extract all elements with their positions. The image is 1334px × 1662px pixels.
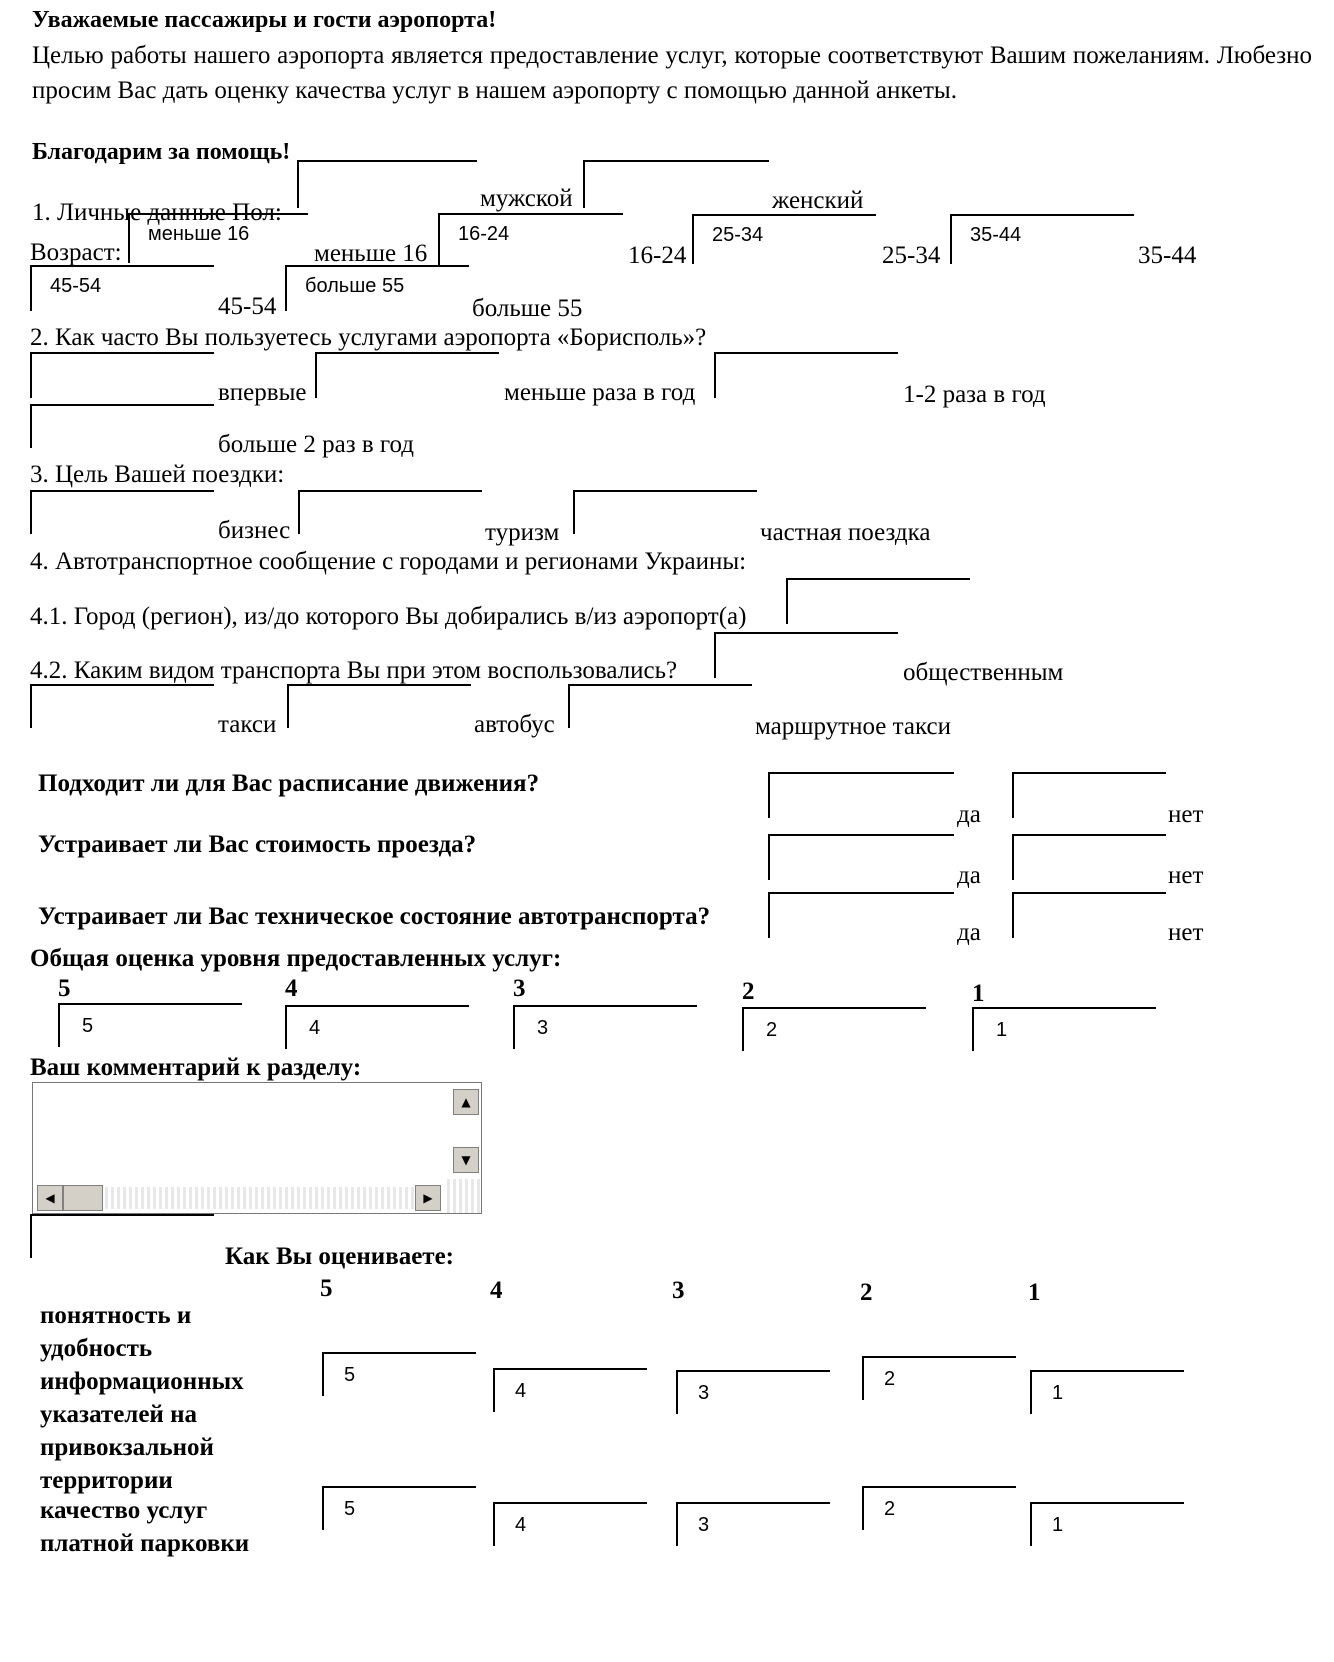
signage-score-1-option[interactable]	[1030, 1370, 1184, 1414]
comment-textarea-frame	[32, 1082, 482, 1214]
q4-label: 4. Автотранспортное сообщение с городами и регионами Украины:	[30, 548, 747, 575]
gender-male-label: мужской	[480, 185, 573, 212]
age-option-text: 16-24	[458, 223, 510, 245]
signage-score-text: 2	[884, 1368, 896, 1390]
scroll-up-arrow-icon[interactable]: ▲	[453, 1089, 479, 1115]
age-option-under16[interactable]	[128, 213, 308, 263]
schedule-no-label: нет	[1168, 801, 1204, 828]
extra-checkbox[interactable]	[30, 1214, 214, 1258]
comment-label: Ваш комментарий к разделу:	[30, 1054, 362, 1081]
age-label-over55: больше 55	[472, 295, 583, 322]
overall-score-text: 3	[537, 1017, 549, 1039]
gender-male-option[interactable]	[297, 160, 477, 208]
parking-score-4-option[interactable]	[493, 1502, 647, 1546]
parking-score-text: 1	[1052, 1514, 1064, 1536]
purpose-tourism-option[interactable]	[298, 490, 482, 534]
age-label-45-54: 45-54	[218, 293, 277, 320]
age-option-45-54[interactable]	[30, 265, 214, 311]
condition-no-label: нет	[1168, 919, 1204, 946]
parking-score-2-option[interactable]	[862, 1486, 1016, 1530]
schedule-no-option[interactable]	[1012, 772, 1166, 818]
purpose-business-option[interactable]	[30, 490, 214, 534]
parking-score-1-option[interactable]	[1030, 1502, 1184, 1546]
age-option-text: меньше 16	[148, 223, 250, 245]
age-option-16-24[interactable]	[438, 213, 623, 265]
frequency-first-time-option[interactable]	[30, 352, 214, 398]
transport-bus-option[interactable]	[287, 684, 471, 728]
overall-score-text: 5	[82, 1015, 94, 1037]
purpose-private-label: частная поездка	[760, 519, 931, 546]
age-option-over55[interactable]	[285, 265, 469, 311]
condition-yes-option[interactable]	[768, 892, 954, 938]
transport-minibus-label: маршрутное такси	[755, 713, 951, 740]
q2-label: 2. Как часто Вы пользуетесь услугами аэропорта «Борисполь»?	[30, 324, 707, 351]
condition-question: Устраивает ли Вас техническое состояние автотранспорта?	[38, 903, 711, 930]
parking-score-5-option[interactable]	[322, 1486, 476, 1530]
condition-yes-label: да	[957, 919, 981, 946]
overall-score-text: 2	[766, 1019, 778, 1041]
city-input[interactable]	[786, 578, 970, 624]
age-label-16-24: 16-24	[628, 242, 687, 269]
age-option-text: 25-34	[712, 224, 764, 246]
rating-title: Как Вы оцениваете:	[225, 1243, 455, 1270]
signage-score-5-option[interactable]	[322, 1352, 476, 1396]
greeting-heading: Уважаемые пассажиры и гости аэропорта!	[32, 7, 497, 33]
price-no-option[interactable]	[1012, 834, 1166, 880]
q3-label: 3. Цель Вашей поездки:	[30, 461, 285, 488]
price-no-label: нет	[1168, 862, 1204, 889]
parking-score-text: 5	[344, 1498, 356, 1520]
parking-score-text: 3	[698, 1514, 710, 1536]
gender-female-option[interactable]	[583, 160, 769, 208]
overall-score-heading-5: 5	[58, 975, 71, 1002]
price-yes-option[interactable]	[768, 834, 954, 880]
rating-heading-4: 4	[490, 1277, 503, 1304]
overall-label: Общая оценка уровня предоставленных услуг:	[30, 945, 562, 972]
horizontal-scroll-track[interactable]	[105, 1187, 415, 1209]
signage-score-2-option[interactable]	[862, 1356, 1016, 1400]
parking-score-3-option[interactable]	[676, 1502, 830, 1546]
rating-item-parking-label: качество услуг платной парковки	[40, 1497, 250, 1557]
frequency-1-2-option[interactable]	[714, 352, 898, 398]
age-option-35-44[interactable]	[950, 214, 1134, 264]
signage-score-text: 3	[698, 1382, 710, 1404]
transport-minibus-option[interactable]	[568, 684, 752, 728]
frequency-first-time-label: впервые	[218, 379, 307, 406]
age-option-text: 35-44	[970, 224, 1022, 246]
overall-score-2-option[interactable]	[742, 1007, 926, 1051]
rating-heading-1: 1	[1028, 1279, 1041, 1306]
signage-score-text: 4	[515, 1380, 527, 1402]
rating-heading-3: 3	[672, 1277, 685, 1304]
parking-score-text: 2	[884, 1498, 896, 1520]
schedule-yes-option[interactable]	[768, 772, 954, 818]
transport-public-label: общественным	[903, 659, 1064, 686]
frequency-more-than-2-option[interactable]	[30, 404, 214, 448]
price-yes-label: да	[957, 862, 981, 889]
transport-taxi-option[interactable]	[30, 684, 214, 728]
q1-label: 1. Личные данные Пол:	[32, 199, 282, 226]
age-label: Возраст:	[30, 239, 122, 266]
purpose-business-label: бизнес	[218, 517, 291, 544]
frequency-less-than-once-label: меньше раза в год	[504, 379, 696, 406]
frequency-1-2-label: 1-2 раза в год	[903, 381, 1046, 408]
age-option-text: больше 55	[305, 275, 405, 297]
rating-item-signage-label: понятность и удобность информационных указателей на привокзальной территории	[40, 1302, 244, 1494]
overall-score-text: 4	[309, 1017, 321, 1039]
gender-female-label: женский	[772, 187, 864, 214]
thanks-text: Благодарим за помощь!	[32, 139, 291, 165]
condition-no-option[interactable]	[1012, 892, 1166, 938]
transport-public-option[interactable]	[714, 632, 898, 678]
overall-score-heading-4: 4	[285, 975, 298, 1002]
transport-taxi-label: такси	[218, 711, 277, 738]
scroll-thumb[interactable]	[63, 1185, 103, 1211]
overall-score-5-option[interactable]	[58, 1003, 242, 1047]
scroll-corner	[447, 1179, 481, 1213]
age-label-25-34: 25-34	[882, 242, 941, 269]
purpose-tourism-label: туризм	[485, 519, 560, 546]
age-label-under16: меньше 16	[314, 240, 428, 267]
purpose-private-option[interactable]	[573, 490, 757, 534]
parking-score-text: 4	[515, 1514, 527, 1536]
frequency-less-than-once-option[interactable]	[315, 352, 499, 398]
price-question: Устраивает ли Вас стоимость проезда?	[38, 831, 477, 858]
rating-heading-5: 5	[320, 1275, 333, 1302]
signage-score-3-option[interactable]	[676, 1370, 830, 1414]
rating-heading-2: 2	[860, 1279, 873, 1306]
age-option-25-34[interactable]	[692, 214, 876, 264]
scroll-right-arrow-icon[interactable]: ▶	[415, 1185, 441, 1211]
age-option-text: 45-54	[50, 275, 102, 297]
schedule-question: Подходит ли для Вас расписание движения?	[38, 770, 540, 797]
overall-score-4-option[interactable]	[285, 1005, 469, 1049]
overall-score-1-option[interactable]	[972, 1007, 1156, 1051]
q41-label: 4.1. Город (регион), из/до которого Вы добирались в/из аэропорт(а)	[30, 603, 747, 630]
overall-score-heading-1: 1	[972, 980, 985, 1007]
overall-score-text: 1	[996, 1019, 1008, 1041]
scroll-left-arrow-icon[interactable]: ◀	[37, 1185, 63, 1211]
overall-score-3-option[interactable]	[513, 1005, 697, 1049]
frequency-more-than-2-label: больше 2 раз в год	[218, 431, 415, 458]
overall-score-heading-3: 3	[513, 975, 526, 1002]
signage-score-4-option[interactable]	[493, 1368, 647, 1412]
overall-score-heading-2: 2	[742, 978, 755, 1005]
scroll-down-arrow-icon[interactable]: ▼	[453, 1147, 479, 1173]
signage-score-text: 1	[1052, 1382, 1064, 1404]
schedule-yes-label: да	[957, 801, 981, 828]
q42-label: 4.2. Каким видом транспорта Вы при этом воспользовались?	[30, 657, 678, 684]
intro-paragraph: Целью работы нашего аэропорта является предоставление услуг, которые соответствуют Вашим пожеланиям. Любезно просим Вас дать оценку качества услуг в нашем аэропорту с помощью данной анкеты.	[32, 42, 1312, 104]
age-label-35-44: 35-44	[1138, 242, 1197, 269]
transport-bus-label: автобус	[474, 711, 555, 738]
signage-score-text: 5	[344, 1364, 356, 1386]
